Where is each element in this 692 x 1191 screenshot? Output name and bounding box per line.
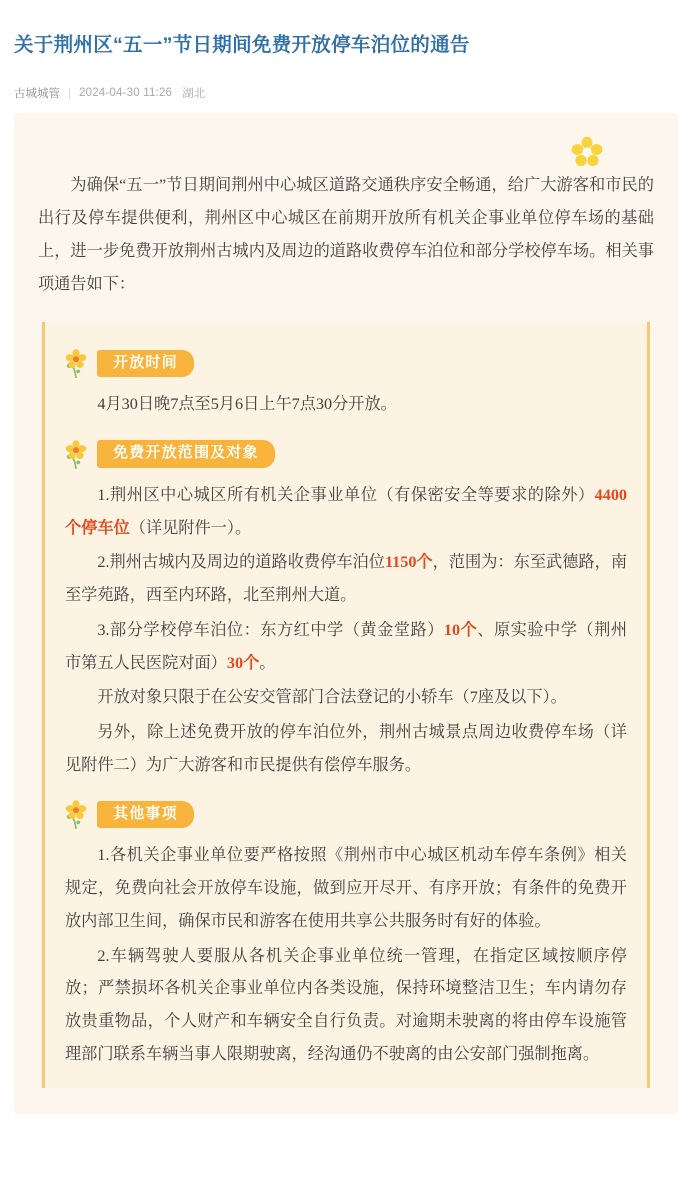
flower-bullet-icon xyxy=(63,439,89,469)
article-meta xyxy=(0,73,692,113)
section-label-scope: 免费开放范围及对象 xyxy=(97,440,275,468)
text-run: 3.部分学校停车泊位：东方红中学（黄金堂路） xyxy=(97,620,444,639)
highlight-run: 1150个 xyxy=(384,553,433,572)
text-run: 1.荆州区中心城区所有机关企事业单位（有保密安全等要求的除外） xyxy=(97,485,595,504)
text-run: ，范围为：东至武德路，南至学苑路，西至内环路，北至荆州大道。 xyxy=(65,553,628,605)
meta-datetime: 2024-04-30 11:26 xyxy=(79,87,173,100)
flower-decoration-icon xyxy=(570,135,604,169)
article-body-card xyxy=(14,113,678,1114)
text-run: 、原实验中学（荆州市第五人民医院对面） xyxy=(65,620,628,672)
text-run: 2.荆州古城内及周边的道路收费停车泊位 xyxy=(97,553,385,572)
section-paragraph: 4月30日晚7点至5月6日上午7点30分开放。 xyxy=(97,395,397,414)
section-paragraph: 开放对象只限于在公安交管部门合法登记的小轿车（7座及以下）。 xyxy=(97,688,567,707)
section-paragraph: 2.车辆驾驶人要服从各机关企事业单位统一管理，在指定区域按顺序停放；严禁损坏各机关企事业单位内各类设施，保持环境整洁卫生；车内请勿存放贵重物品，个人财产和车辆安全自行负责。对逾期未驶离的将由停车设施管理部门联系车辆当事人限期驶离，经沟通仍不驶离的由公安部门强制拖离。 xyxy=(65,946,627,1063)
page-title: 关于荆州区“五一”节日期间免费开放停车泊位的通告 xyxy=(14,34,470,57)
flower-bullet-icon xyxy=(63,348,89,378)
section-paragraph xyxy=(65,614,627,679)
intro-paragraph: 为确保“五一”节日期间荆州中心城区道路交通秩序安全畅通，给广大游客和市民的出行及停车提供便利，荆州区中心城区在前期开放所有机关企事业单位停车场的基础上，进一步免费开放荆州古城内及周边的道路收费停车泊位和部分学校停车场。相关事项通告如下： xyxy=(38,176,654,293)
section-spacer xyxy=(63,421,629,435)
highlight-run: 4400个停车位 xyxy=(65,485,627,537)
section-header-other xyxy=(63,799,629,829)
section-header-opening-time xyxy=(63,348,629,378)
section-paragraph: 另外，除上述免费开放的停车泊位外，荆州古城景点周边收费停车场（详见附件二）为广大游客和市民提供有偿停车服务。 xyxy=(65,723,627,774)
highlight-run: 30个 xyxy=(226,653,260,672)
text-run: （详见附件一）。 xyxy=(129,518,252,537)
text-run: 。 xyxy=(259,653,276,672)
section-label-opening-time: 开放时间 xyxy=(97,350,194,378)
section-header-scope xyxy=(63,439,629,469)
section-label-other: 其他事项 xyxy=(97,801,194,829)
notice-inner-box xyxy=(42,322,650,1088)
section-paragraph xyxy=(65,546,627,611)
section-paragraph xyxy=(65,479,627,544)
flower-bullet-icon xyxy=(63,799,89,829)
section-paragraph: 1.各机关企事业单位要严格按照《荆州市中心城区机动车停车条例》相关规定，免费向社会开放停车设施，做到应开尽开、有序开放；有条件的免费开放内部卫生间，确保市民和游客在使用共享公共服务时有好的体验。 xyxy=(65,846,627,930)
section-spacer xyxy=(63,781,629,795)
meta-location: 湖北 xyxy=(182,88,206,101)
highlight-run: 10个 xyxy=(443,620,478,639)
meta-divider xyxy=(69,88,70,99)
meta-source[interactable]: 古城城管 xyxy=(14,88,60,101)
